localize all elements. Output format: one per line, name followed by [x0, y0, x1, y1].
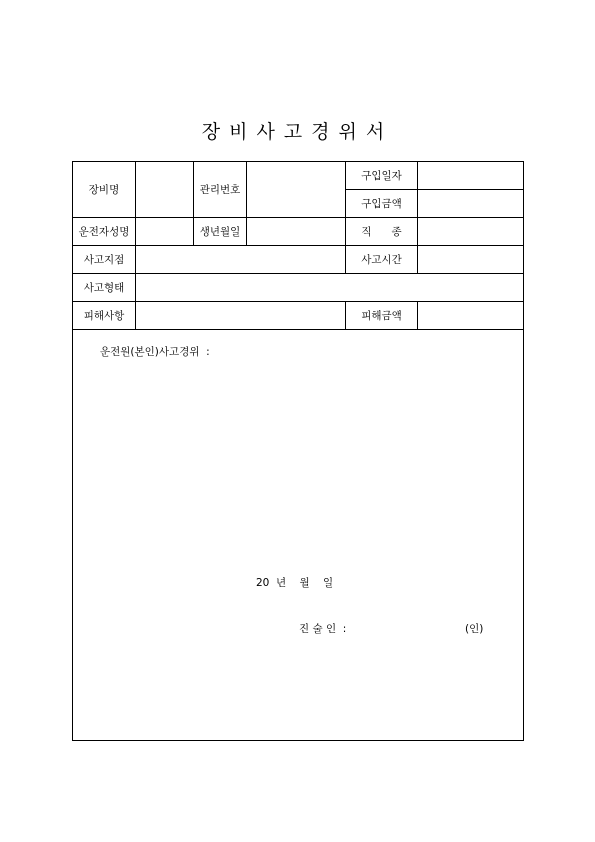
signer-label: 진 술 인 :	[299, 623, 347, 635]
accident-location-field[interactable]	[136, 246, 345, 273]
damage-details-label: 피해사항	[83, 310, 125, 322]
equipment-name-field[interactable]	[136, 162, 193, 217]
accident-report-form	[72, 161, 524, 741]
purchase-amount-label: 구입금액	[361, 198, 402, 210]
driver-name-field[interactable]	[136, 218, 193, 245]
document-title: 장비사고경위서	[201, 121, 394, 143]
statement-date-line: 20 년 월 일	[256, 577, 334, 589]
accident-time-field[interactable]	[418, 246, 523, 273]
damage-amount-field[interactable]	[418, 302, 523, 329]
damage-amount-label: 피해금액	[361, 310, 402, 322]
accident-time-label: 사고시간	[361, 254, 402, 266]
accident-narrative-label: 운전원(본인)사고경위 :	[100, 346, 210, 358]
driver-name-label: 운전자성명	[78, 226, 130, 238]
job-type-label: 직 종	[361, 226, 402, 238]
management-number-label: 관리번호	[199, 184, 241, 196]
birth-date-field[interactable]	[247, 218, 345, 245]
purchase-amount-field[interactable]	[418, 190, 523, 217]
job-type-field[interactable]	[418, 218, 523, 245]
seal-label: (인)	[465, 623, 484, 635]
accident-type-label: 사고형태	[83, 282, 125, 294]
purchase-date-field[interactable]	[418, 162, 523, 189]
equipment-name-label: 장비명	[88, 184, 120, 196]
birth-date-label: 생년월일	[199, 226, 241, 238]
accident-location-label: 사고지점	[83, 254, 125, 266]
row-divider	[73, 329, 523, 330]
management-number-field[interactable]	[247, 162, 345, 217]
accident-type-field[interactable]	[136, 274, 523, 301]
damage-details-field[interactable]	[136, 302, 345, 329]
purchase-date-label: 구입일자	[361, 170, 402, 182]
